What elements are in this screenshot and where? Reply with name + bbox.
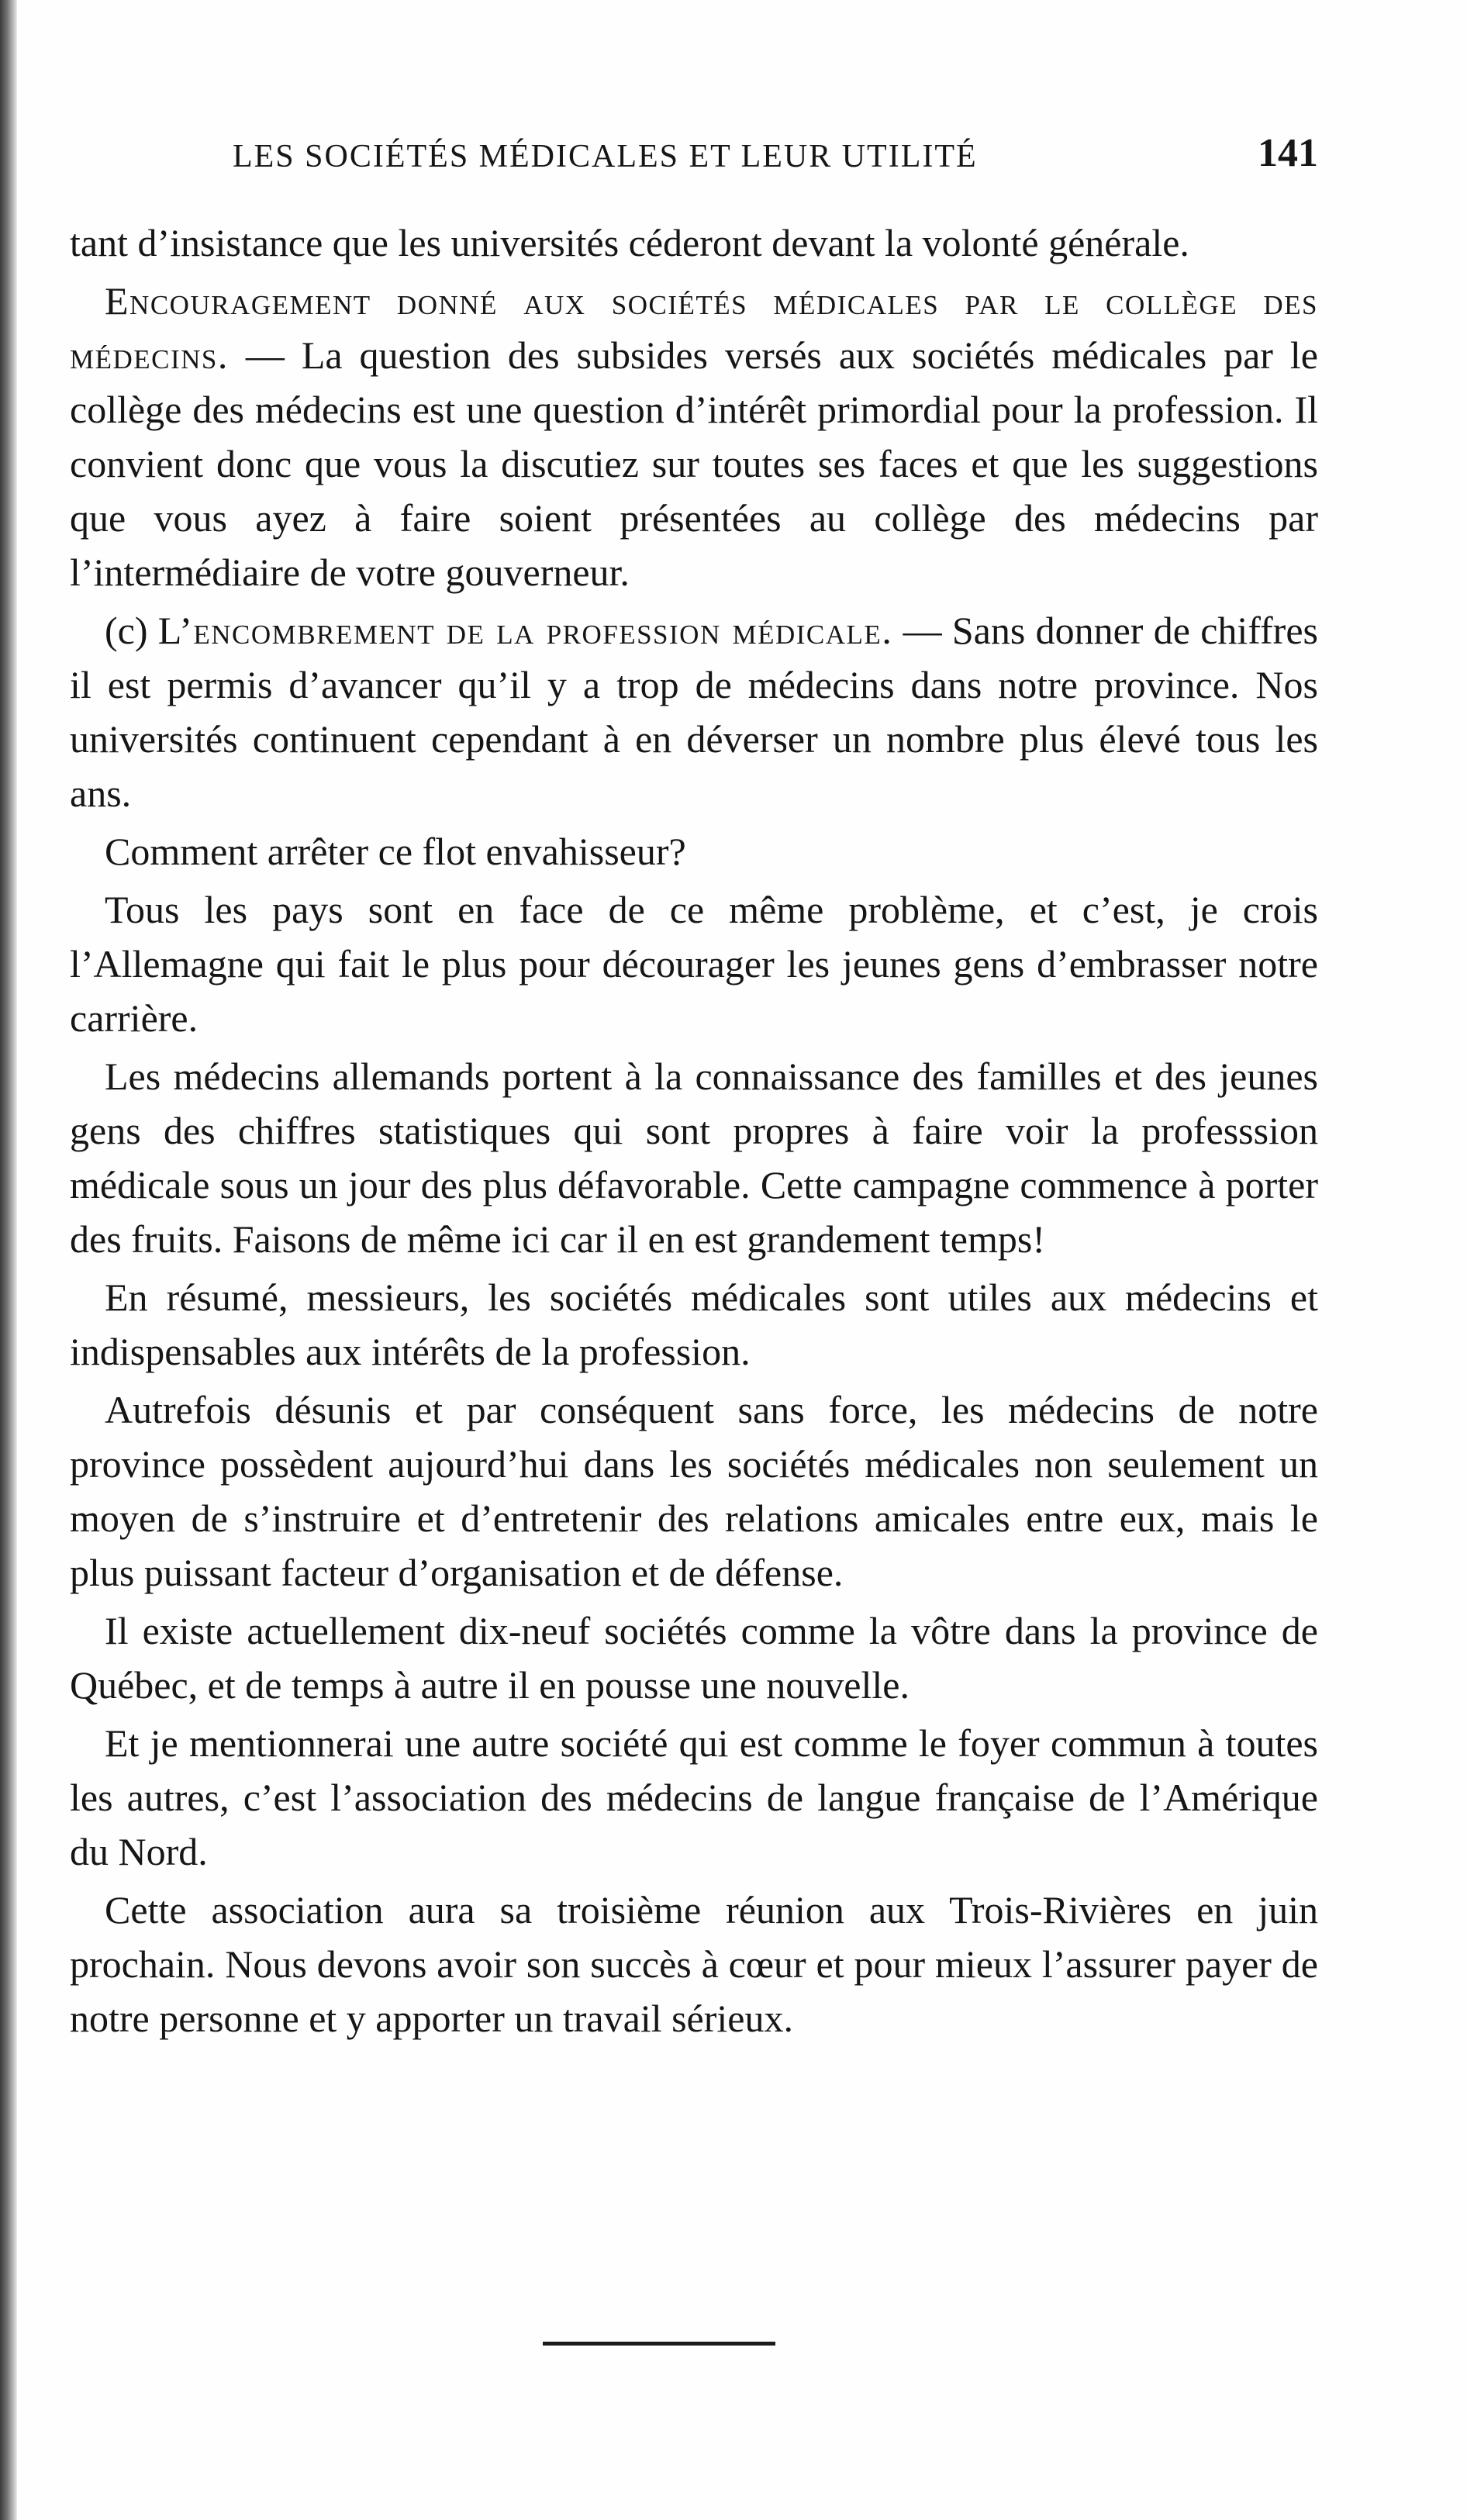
paragraph-medecins-allemands: Les médecins allemands portent à la connaissance des familles et des jeunes gens des chiffres statistiques qui sont propres à faire voir la professsion médicale sous un jour des plus défavorable. Cette campagne commence à porter des fruits. Faisons de même ici car il en est grandement temps! xyxy=(70,1055,1318,1261)
paragraph-encouragement-text: — La question des subsides versés aux sociétés médicales par le collège des médecins est une question d’intérêt primordial pour la profession. Il convient donc que vous la discutiez sur toutes ses faces et que les suggestions que vous ayez à faire soient présentées au collège des médecins par l’intermédiaire de votre gouverneur. xyxy=(70,333,1318,594)
page-binding-edge xyxy=(0,0,17,2520)
page-number: 141 xyxy=(1258,131,1318,175)
paragraph-autrefois: Autrefois désunis et par conséquent sans force, les médecins de notre province possèdent aujourd’hui dans les sociétés médicales non seulement un moyen de s’instruire et d’entretenir des relations amicales entre eux, mais le plus puissant facteur d’organisation et de défense. xyxy=(70,1388,1318,1594)
page-header xyxy=(233,130,1318,185)
section-marker-c: (c) xyxy=(105,609,158,652)
paragraph-encouragement xyxy=(70,274,1318,599)
running-head: LES SOCIÉTÉS MÉDICALES ET LEUR UTILITÉ xyxy=(233,139,978,174)
paragraph-allemagne: Tous les pays sont en face de ce même problème, et c’est, je crois l’Allemagne qui fait le plus pour décourager les jeunes gens d’embrasser notre carrière. xyxy=(70,888,1318,1040)
paragraph-association: Et je mentionnerai une autre société qui est comme le foyer commun à toutes les autres, c’est l’association des médecins de langue française de l’Amérique du Nord. xyxy=(70,1721,1318,1873)
section-heading-encombrement: L’encombrement de la profession médicale. xyxy=(157,609,893,652)
paragraph-encombrement xyxy=(70,603,1318,820)
section-heading-encouragement: Encouragement donné aux sociétés médicales par le collège des médecins. xyxy=(70,279,1318,377)
closing-rule xyxy=(543,2342,775,2346)
paragraph-encombrement-text: — Sans donner de chiffres il est permis d’avancer qu’il y a trop de médecins dans notre province. Nos universités continuent cependant à en déverser un nombre plus élevé tous les ans. xyxy=(70,609,1318,815)
paragraph-dix-neuf-societes: Il existe actuellement dix-neuf sociétés comme la vôtre dans la province de Québec, et de temps à autre il en pousse une nouvelle. xyxy=(70,1609,1318,1707)
body-text xyxy=(70,216,1318,2049)
paragraph-continuation: tant d’insistance que les universités céderont devant la volonté générale. xyxy=(70,221,1189,264)
paragraph-trois-rivieres: Cette association aura sa troisième réunion aux Trois-Rivières en juin prochain. Nous devons avoir son succès à cœur et pour mieux l’assurer payer de notre personne et y apporter un travail sérieux. xyxy=(70,1888,1318,2040)
paragraph-question: Comment arrêter ce flot envahisseur? xyxy=(105,830,686,873)
paragraph-resume: En résumé, messieurs, les sociétés médicales sont utiles aux médecins et indispensables aux intérêts de la profession. xyxy=(70,1276,1318,1373)
